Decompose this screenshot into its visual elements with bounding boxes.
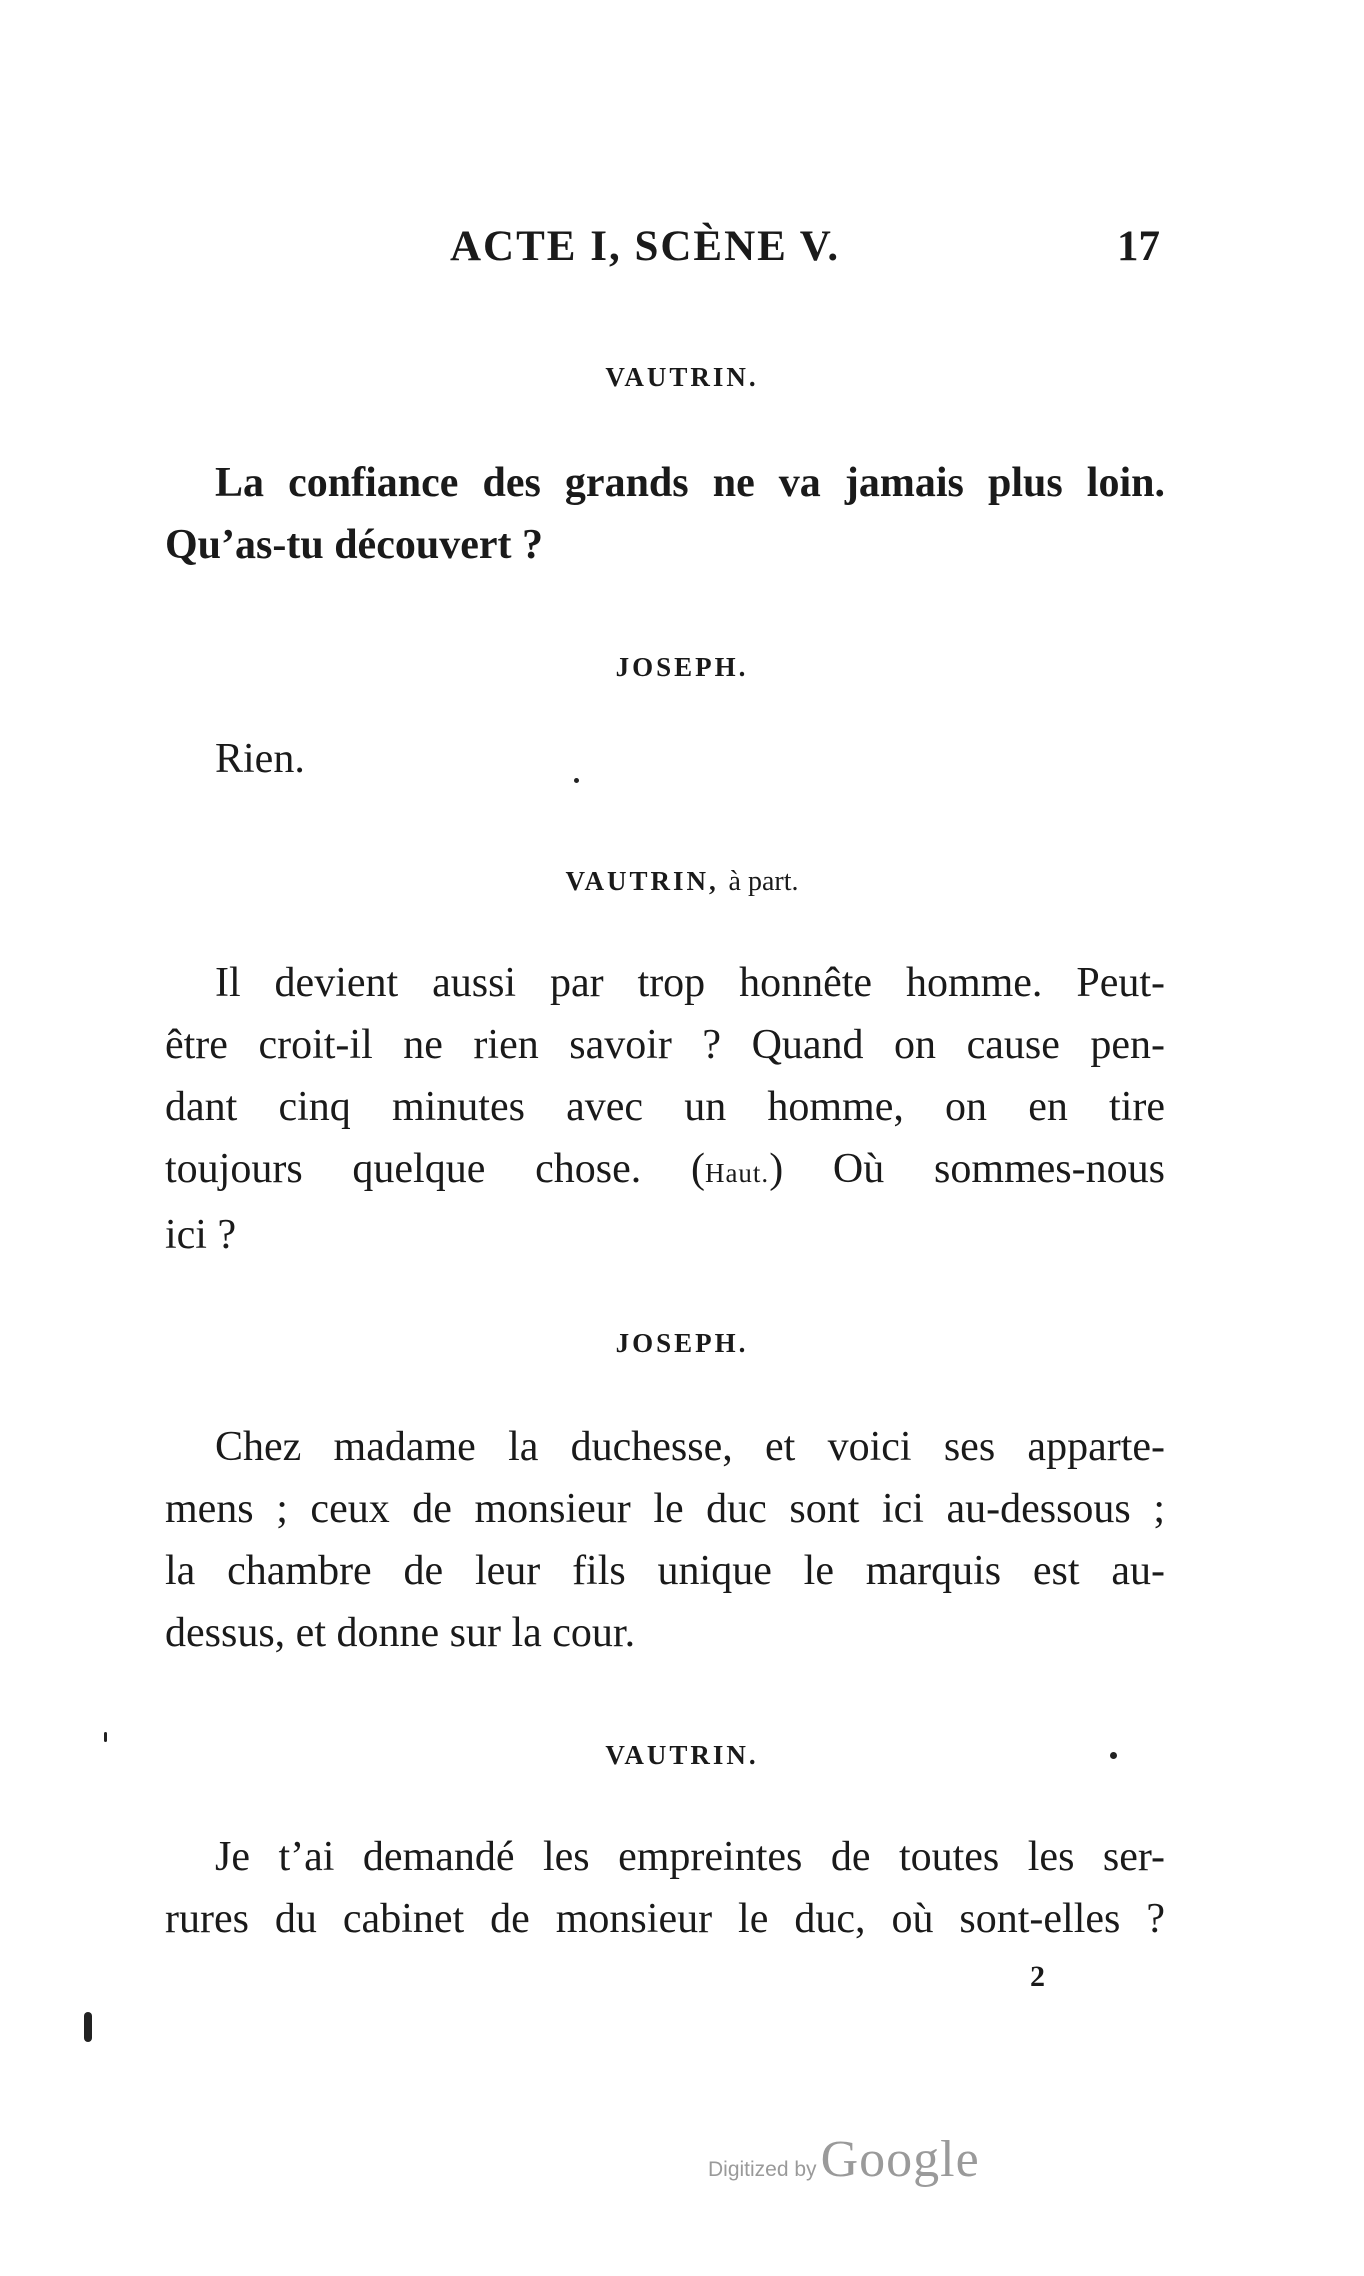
running-head (160, 222, 1160, 282)
speech-line: La confiance des grands ne va jamais plus loin. (215, 460, 1165, 506)
watermark-prefix: Digitized by (708, 2158, 817, 2181)
digitized-watermark (708, 2130, 980, 2189)
speaker-name: VAUTRIN, (565, 866, 719, 896)
speech-line: rures du cabinet de monsieur le duc, où sont-elles ? (165, 1896, 1165, 1942)
speech-joseph-2 (165, 1416, 1165, 1664)
speech-line: dessus, et donne sur la cour. (165, 1610, 636, 1656)
speaker-vautrin-2 (0, 866, 1364, 898)
speech-line: mens ; ceux de monsieur le duc sont ici au-dessous ; (165, 1486, 1165, 1532)
inline-stage-direction: Haut. (704, 1158, 770, 1188)
speech-line: Chez madame la duchesse, et voici ses apparte- (215, 1424, 1165, 1470)
speech-line: la chambre de leur fils unique le marquis est au- (165, 1548, 1165, 1594)
signature-mark: 2 (1030, 1960, 1045, 1993)
speech-joseph-1 (165, 728, 1165, 790)
speech-line: être croit-il ne rien savoir ? Quand on cause pen- (165, 1022, 1165, 1068)
speech-line: ici ? (165, 1212, 237, 1258)
running-title: ACTE I, SCÈNE V. (450, 223, 841, 270)
speaker-vautrin-3: VAUTRIN. (605, 1740, 759, 1770)
speaker-vautrin-1: VAUTRIN. (605, 362, 759, 392)
print-speck (574, 778, 579, 783)
speech-line: Rien. (215, 736, 305, 782)
speech-vautrin-2 (165, 952, 1165, 1266)
speech-line: Qu’as-tu découvert ? (165, 522, 543, 568)
page-number: 17 (1117, 223, 1160, 270)
speaker-joseph-2: JOSEPH. (615, 1328, 749, 1358)
print-speck (84, 2012, 92, 2042)
watermark-brand: Google (820, 2131, 980, 2188)
speech-line: dant cinq minutes avec un homme, on en tire (165, 1084, 1165, 1130)
speech-line: Il devient aussi par trop honnête homme. Peut- (215, 960, 1165, 1006)
speech-vautrin-3 (165, 1826, 1165, 1950)
speech-vautrin-1 (165, 452, 1165, 576)
speech-fragment: toujours quelque chose. (165, 1146, 642, 1192)
speech-line: Je t’ai demandé les empreintes de toutes les ser- (215, 1834, 1165, 1880)
speech-line-with-stage: toujours quelque chose. (Haut.) Où sommes-nous (165, 1146, 1165, 1192)
stage-direction: à part. (728, 866, 799, 897)
speech-fragment: Où sommes-nous (832, 1146, 1165, 1192)
speaker-joseph-1: JOSEPH. (615, 652, 749, 682)
print-speck (1110, 1752, 1117, 1759)
print-speck (104, 1732, 107, 1742)
